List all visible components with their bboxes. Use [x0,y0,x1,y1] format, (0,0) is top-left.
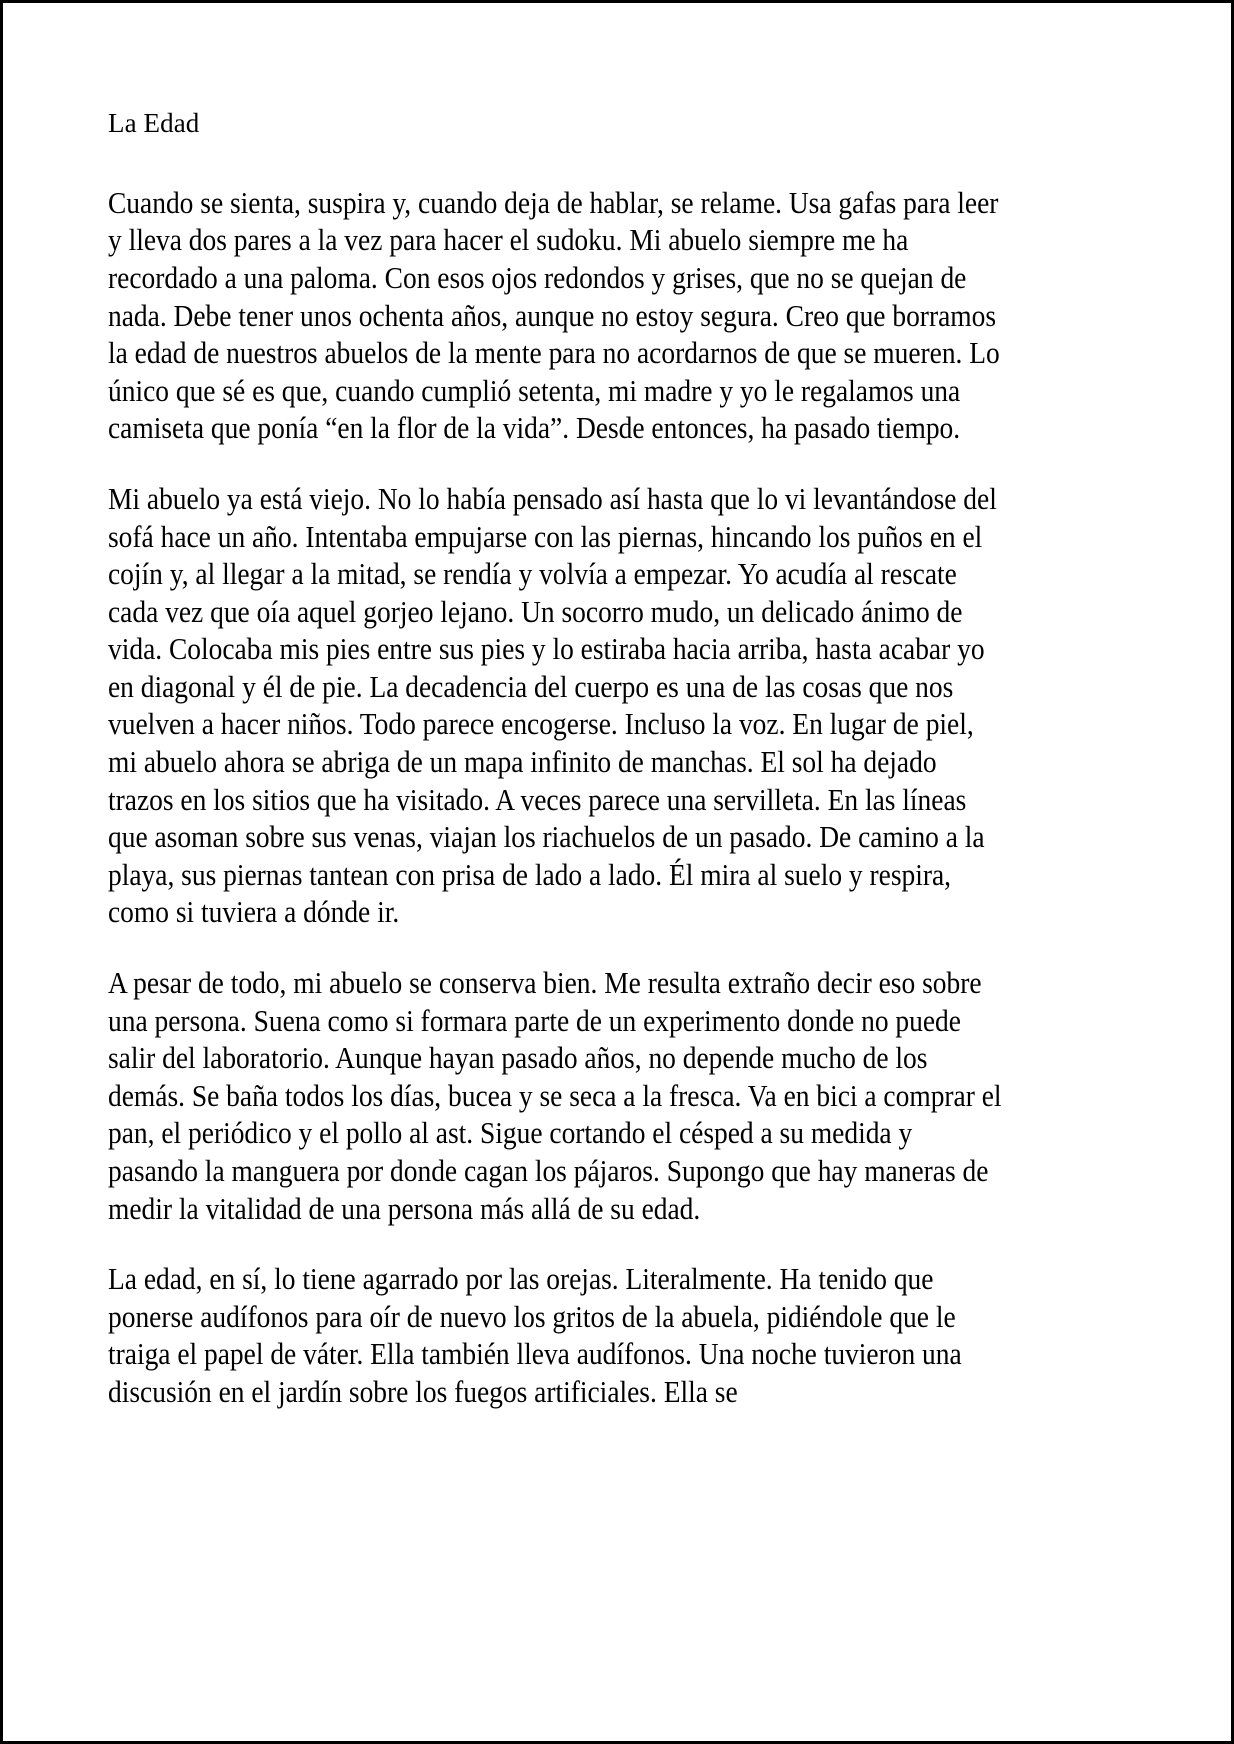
page-title: La Edad [108,108,200,138]
document-body [108,185,1005,1412]
paragraph-1: Cuando se sienta, suspira y, cuando deja de hablar, se relame. Usa gafas para leer y lleva dos pares a la vez para hacer el sudoku. Mi abuelo siempre me ha recordado a una paloma. Con esos ojos redondos y grises, que no se quejan de nada. Debe tener unos ochenta años, aunque no estoy segura. Creo que borramos la edad de nuestros abuelos de la mente para no acordarnos de que se mueren. Lo único que sé es que, cuando cumplió setenta, mi madre y yo le regalamos una camiseta que ponía “en la flor de la vida”. Desde entonces, ha pasado tiempo. [108,185,1000,446]
paragraph-3: A pesar de todo, mi abuelo se conserva bien. Me resulta extraño decir eso sobre una persona. Suena como si formara parte de un experimento donde no puede salir del laboratorio. Aunque hayan pasado años, no depende mucho de los demás. Se baña todos los días, bucea y se seca a la fresca. Va en bici a comprar el pan, el periódico y el pollo al ast. Sigue cortando el césped a su medida y pasando la manguera por donde cagan los pájaros. Supongo que hay maneras de medir la vitalidad de una persona más allá de su edad. [108,966,1002,1226]
document-content [108,107,1006,1412]
paragraph-2: Mi abuelo ya está viejo. No lo había pensado así hasta que lo vi levantándose del sofá hace un año. Intentaba empujarse con las piernas, hincando los puños en el cojín y, al llegar a la mitad, se rendía y volvía a empezar. Yo acudía al rescate cada vez que oía aquel gorjeo lejano. Un socorro mudo, un delicado ánimo de vida. Colocaba mis pies entre sus pies y lo estiraba hacia arriba, hasta acabar yo en diagonal y él de pie. La decadencia del cuerpo es una de las cosas que nos vuelven a hacer niños. Todo parece encogerse. Incluso la voz. En lugar de piel, mi abuelo ahora se abriga de un mapa infinito de manchas. El sol ha dejado trazos en los sitios que ha visitado. A veces parece una servilleta. En las líneas que asoman sobre sus venas, viajan los riachuelos de un pasado. De camino a la playa, sus piernas tantean con prisa de lado a lado. Él mira al suelo y respira, como si tuviera a dónde ir. [108,481,997,930]
paragraph-4: La edad, en sí, lo tiene agarrado por las orejas. Literalmente. Ha tenido que ponerse audífonos para oír de nuevo los gritos de la abuela, pidiéndole que le traiga el papel de váter. Ella también lleva audífonos. Una noche tuvieron una discusión en el jardín sobre los fuegos artificiales. Ella se [108,1262,962,1409]
